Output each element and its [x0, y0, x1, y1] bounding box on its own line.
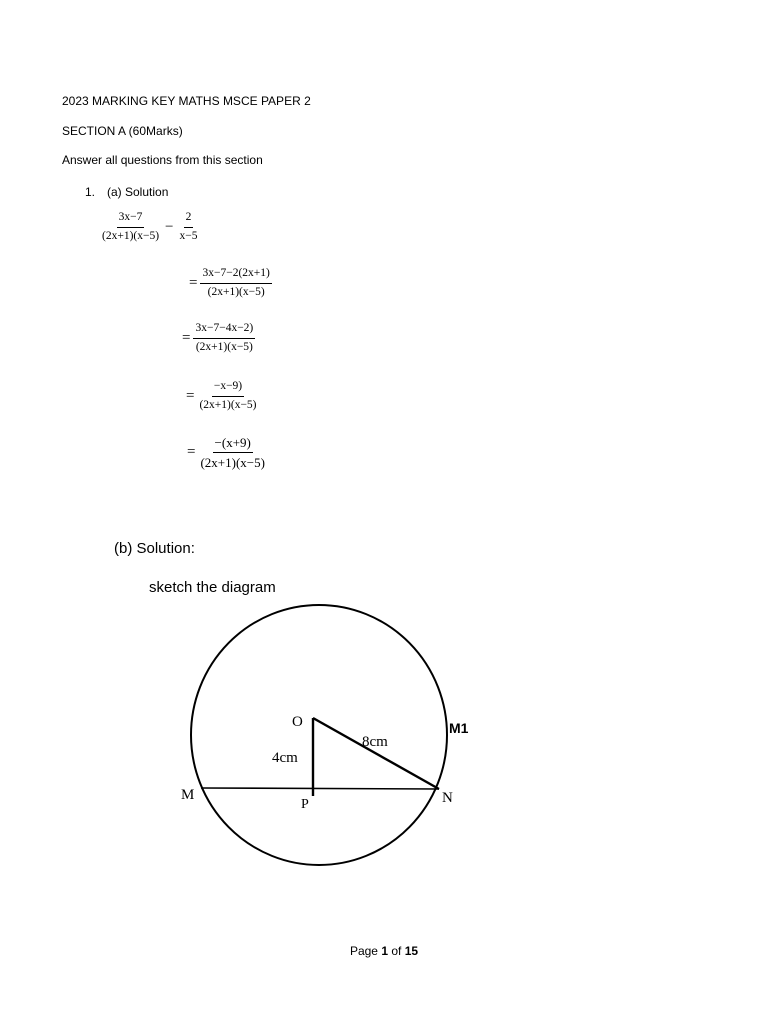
denominator: (2x+1)(x−5): [199, 398, 257, 411]
numerator: 3x−7−4x−2): [193, 323, 255, 339]
equals-sign: =: [187, 444, 196, 460]
equals-sign: =: [182, 329, 191, 346]
label-m: M: [181, 787, 195, 803]
working-step-4: [187, 436, 267, 469]
question-number: 1.: [85, 185, 96, 199]
working-step-2: [182, 323, 255, 353]
working-step-1: [189, 268, 272, 298]
footer-prefix: Page: [349, 944, 382, 958]
page-footer: [0, 944, 768, 958]
denominator: (2x+1)(x−5): [200, 455, 265, 470]
denominator: (2x+1)(x−5): [207, 285, 265, 298]
chord-mn: [201, 788, 439, 789]
total-pages: 15: [404, 944, 419, 958]
denominator: (2x+1)(x−5): [102, 229, 160, 242]
fraction: [197, 381, 258, 411]
fraction: [200, 268, 271, 298]
denominator: x−5: [179, 229, 198, 242]
section-instruction: Answer all questions from this section: [62, 153, 263, 167]
segment-on: [313, 718, 439, 789]
length-on-label: 8cm: [362, 734, 388, 750]
fraction: [193, 323, 255, 353]
numerator: −(x+9): [213, 436, 253, 453]
fraction: [198, 436, 266, 469]
footer-middle: of: [388, 944, 405, 958]
circle-outline: [191, 605, 447, 865]
numerator: 3x−7−2(2x+1): [200, 268, 271, 284]
length-op-label: 4cm: [272, 750, 298, 766]
fraction: [178, 212, 200, 242]
current-page: 1: [381, 944, 388, 958]
part-b-label: (b) Solution:: [114, 540, 195, 557]
section-heading: SECTION A (60Marks): [62, 124, 183, 138]
sketch-instruction: sketch the diagram: [149, 579, 276, 596]
label-p: P: [301, 797, 309, 812]
numerator: 2: [184, 212, 194, 228]
label-n: N: [442, 790, 453, 806]
mark-label: M1: [449, 720, 469, 736]
equals-sign: =: [189, 274, 198, 291]
equals-sign: =: [186, 387, 195, 404]
circle-diagram: [0, 600, 768, 920]
label-o: O: [292, 714, 303, 730]
numerator: −x−9): [212, 381, 244, 397]
denominator: (2x+1)(x−5): [195, 340, 253, 353]
numerator: 3x−7: [117, 212, 145, 228]
working-step-3: [186, 381, 259, 411]
expression-original: [100, 212, 200, 242]
part-a-label: (a) Solution: [107, 185, 169, 199]
minus-sign: −: [165, 218, 174, 235]
document-title: 2023 MARKING KEY MATHS MSCE PAPER 2: [62, 94, 311, 108]
fraction: [100, 212, 161, 242]
